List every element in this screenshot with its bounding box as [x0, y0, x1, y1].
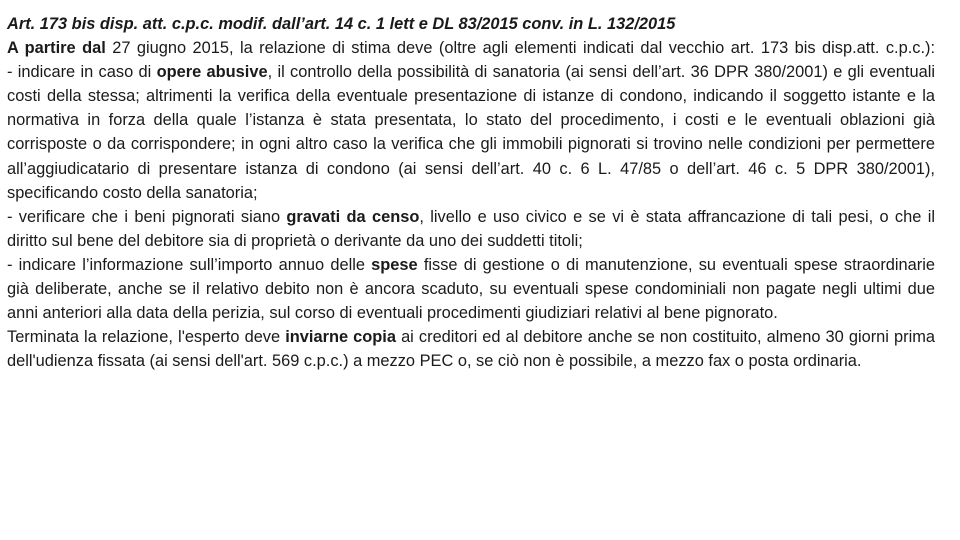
closing-keyword: inviarne copia — [285, 328, 396, 347]
intro-lead: A partire dal — [7, 39, 106, 58]
intro-paragraph — [7, 36, 935, 60]
document-body — [7, 12, 935, 373]
bullet-censo — [7, 205, 935, 253]
bullet1-text: , il controllo della possibilità di sanatoria (ai sensi dell’art. 36 DPR 380/2001) e gli eventuali costi della stessa; altrimenti la verifica della eventuale presentazione di istanze di condono, indicando il soggetto istante e la normativa in forza della quale l’istanza è stata presentata, lo stato del procedimento, i costi e le eventuali oblazioni già corrisposte o da corrispondere; in ogni altro caso la verifica che gli immobili pignorati si trovino nelle condizioni per permettere all’aggiudicatario di presentare istanza di condono (ai sensi dell’art. 40 c. 6 L. 47/85 o dell’art. 46 c. 5 DPR 380/2001), specificando costo della sanatoria; — [7, 63, 935, 202]
bullet1-prefix: - indicare in caso di — [7, 63, 157, 82]
bullet2-prefix: - verificare che i beni pignorati siano — [7, 207, 287, 226]
bullet3-text: fisse di gestione o di manutenzione, su eventuali spese straordinarie già deliberate, anche se il relativo debito non è ancora scaduto, su eventuali spese condominiali non pagate negli ultimi due anni anteriori alla data della perizia, sul corso di eventuali procedimenti giudiziari relativi al bene pignorato. — [7, 255, 936, 323]
closing-text: ai creditori ed al debitore anche se non costituito, almeno 30 giorni prima dell'udienza fissata (ai sensi dell'art. 569 c.p.c.) a mezzo PEC o, se ciò non è possibile, a mezzo fax o posta ordinaria. — [7, 328, 935, 371]
closing-prefix: Terminata la relazione, l'esperto deve — [7, 328, 286, 347]
bullet2-text: , livello e uso civico e se vi è stata affrancazione di tali pesi, o che il diritto sul bene del debitore sia di proprietà o derivante da uno dei suddetti titoli; — [7, 207, 935, 250]
closing-paragraph — [7, 325, 935, 373]
bullet3-keyword: spese — [371, 255, 418, 274]
intro-text: 27 giugno 2015, la relazione di stima deve (oltre agli elementi indicati dal vecchio art. 173 bis disp.att. c.p.c.): — [105, 39, 936, 58]
bullet2-keyword: gravati da censo — [286, 207, 420, 226]
bullet1-keyword: opere abusive — [156, 63, 268, 82]
bullet3-prefix: - indicare l’informazione sull’importo annuo delle — [7, 255, 372, 274]
document-title: Art. 173 bis disp. att. c.p.c. modif. dall’art. 14 c. 1 lett e DL 83/2015 conv. in L. 132/2015 — [7, 15, 676, 33]
bullet-abusive-works — [7, 60, 935, 205]
bullet-expenses — [7, 253, 935, 325]
